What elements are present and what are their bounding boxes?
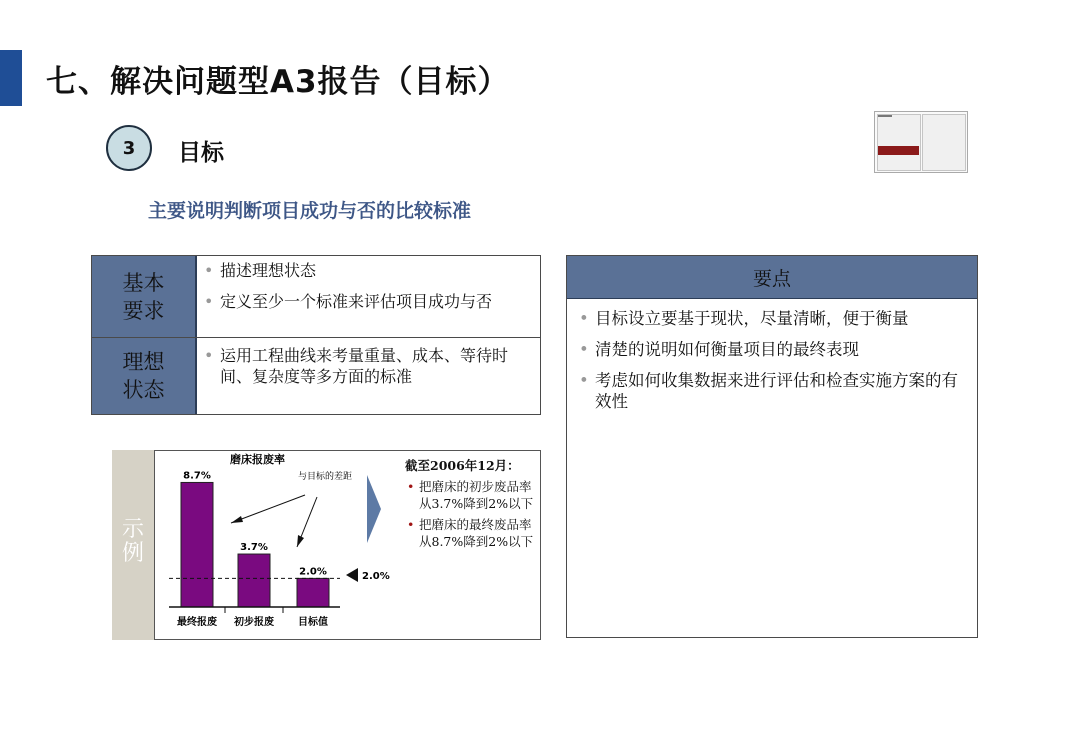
chart-bar <box>297 578 329 607</box>
target-marker-arrow <box>346 568 358 582</box>
chart-annotation-arrow <box>231 495 305 523</box>
example-side-label: 示例 <box>121 517 144 566</box>
target-marker-label: 2.0% <box>362 571 390 582</box>
chart-title: 磨床报废率 <box>230 453 285 466</box>
row-header-line: 基本 <box>122 270 165 295</box>
row-header-line: 要求 <box>122 298 165 323</box>
thumb-line <box>878 115 892 117</box>
chart-bar <box>238 554 270 607</box>
requirements-row <box>92 256 540 338</box>
bullet-item: • 定义至少一个标准来评估项目成功与否 <box>202 291 534 312</box>
key-point-item: • 考虑如何收集数据来进行评估和检查实施方案的有效性 <box>577 370 963 412</box>
scrap-rate-chart <box>155 451 405 639</box>
chart-value-label: 3.7% <box>240 542 268 554</box>
bullet-item: • 运用工程曲线来考量重量、成本、等待时间、复杂度等多方面的标准 <box>202 345 534 387</box>
requirements-table <box>91 255 541 415</box>
chart-pointer-chevron <box>367 475 381 543</box>
chart-category-label: 初步报废 <box>234 617 274 628</box>
thumb-highlight <box>878 146 919 155</box>
bullet-item: • 描述理想状态 <box>202 260 534 281</box>
key-points-title: 要点 <box>567 256 977 299</box>
key-points-panel <box>566 255 978 638</box>
row-body <box>202 338 534 414</box>
row-body <box>202 256 534 337</box>
section-title: 目标 <box>178 140 224 166</box>
example-note-item: • 把磨床的初步废品率从3.7%降到2%以下 <box>405 478 537 512</box>
chart-value-label: 8.7% <box>183 470 211 482</box>
section-subtitle: 主要说明判断项目成功与否的比较标准 <box>148 200 472 222</box>
key-point-item: • 目标设立要基于现状，尽量清晰，便于衡量 <box>577 308 963 329</box>
target-marker <box>340 565 400 585</box>
example-note-item: • 把磨床的最终废品率从8.7%降到2%以下 <box>405 516 537 550</box>
chart-category-label: 目标值 <box>298 617 328 628</box>
chart-category-label: 最终报废 <box>177 617 217 628</box>
chart-value-label: 2.0% <box>299 566 327 578</box>
example-note-head: 截至2006年12月： <box>405 458 520 473</box>
chart-arrowhead <box>231 516 243 523</box>
page-title: 七、解决问题型A3报告（目标） <box>46 64 510 100</box>
chart-arrowhead <box>297 535 304 547</box>
row-header-basic <box>92 256 197 337</box>
key-point-item: • 清楚的说明如何衡量项目的最终表现 <box>577 339 963 360</box>
chart-annotation: 与目标的差距 <box>297 472 353 482</box>
row-header-line: 状态 <box>122 378 165 402</box>
key-points-list <box>567 299 977 412</box>
example-notes <box>405 457 537 550</box>
thumb-right-column <box>922 114 966 171</box>
example-side-tab <box>112 450 154 640</box>
requirements-row <box>92 338 540 414</box>
row-header-line: 理想 <box>122 350 165 374</box>
step-number-badge: 3 <box>106 125 152 171</box>
a3-report-thumbnail <box>874 111 968 173</box>
example-panel <box>154 450 541 640</box>
chart-bar <box>181 482 213 607</box>
thumb-left-column <box>877 114 921 171</box>
row-header-ideal <box>92 338 197 414</box>
title-accent-bar <box>0 50 22 106</box>
